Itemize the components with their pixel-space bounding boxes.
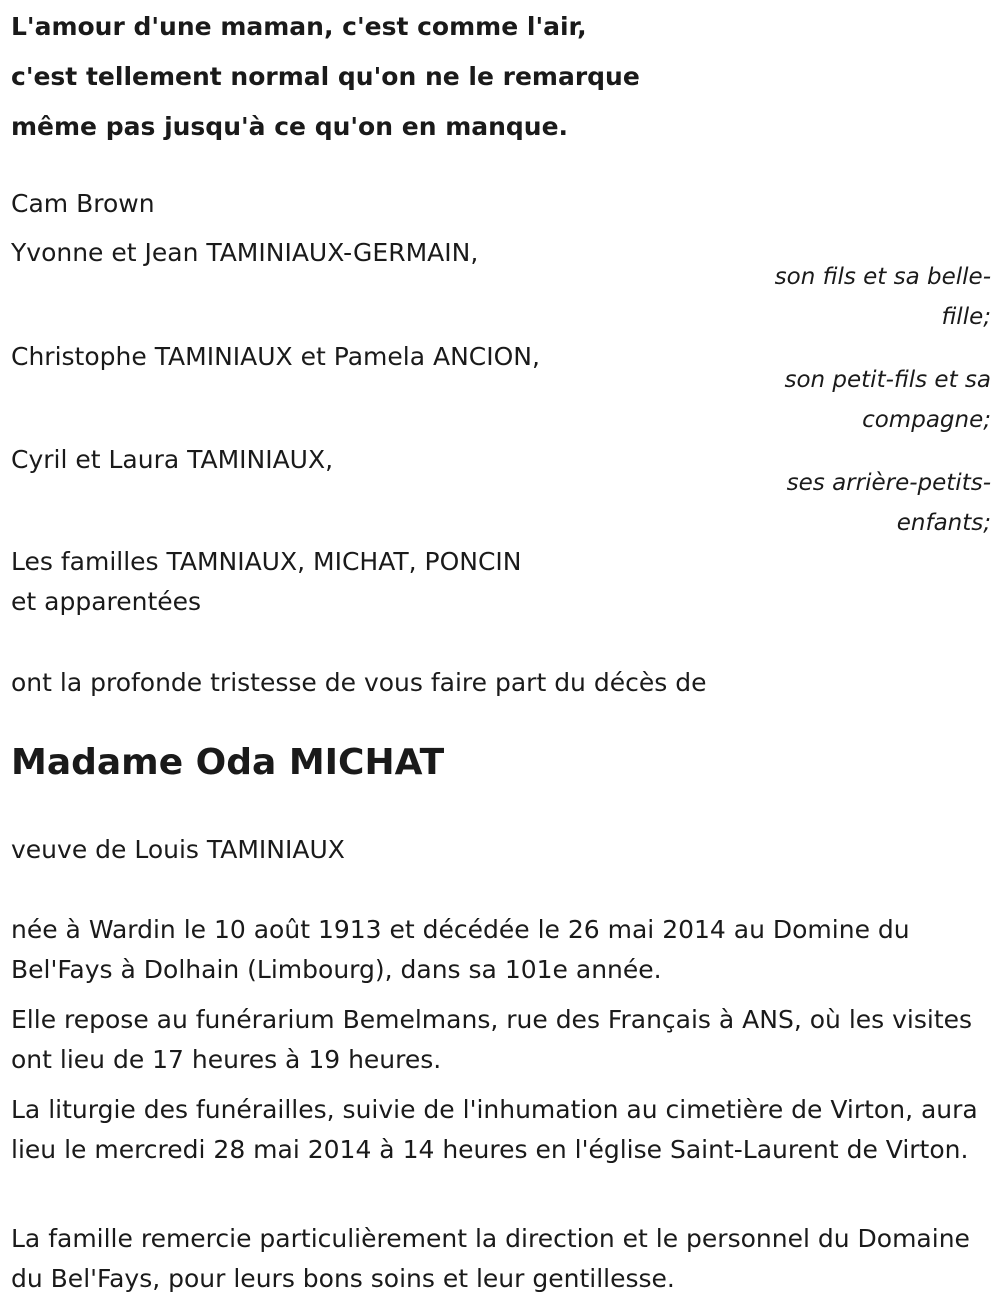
family-member-name: Christophe TAMINIAUX et Pamela ANCION, [11,342,540,371]
family-member-role: son fils et sa belle-fille; [774,264,991,330]
family-member-name: Cam Brown [11,189,155,218]
deceased-name: Madame Oda MICHAT [11,742,445,783]
birth-death-paragraph: née à Wardin le 10 août 1913 et décédée le 26 mai 2014 au Domine du Bel'Fays à Dolhain (Limbourg), dans sa 101e année. [11,915,910,984]
family-member-role: ses arrière-petits-enfants; [786,470,991,536]
family-member-name: et apparentées [11,587,202,616]
family-member-role: son petit-fils et sa compagne; [784,367,991,433]
funeral-paragraph: La liturgie des funérailles, suivie de l'inhumation au cimetière de Virton, aura lieu le mercredi 28 mai 2014 à 14 heures en l'église Saint-Laurent de Virton. [11,1095,978,1164]
announcement-text: ont la profonde tristesse de vous faire part du décès de [11,668,707,697]
visitation-paragraph: Elle repose au funérarium Bemelmans, rue des Français à ANS, où les visites ont lieu de 17 heures à 19 heures. [11,1005,973,1074]
poem-line-2: c'est tellement normal qu'on ne le remarque [11,62,640,91]
widow-of-text: veuve de Louis TAMINIAUX [11,835,345,864]
family-member-name: Les familles TAMNIAUX, MICHAT, PONCIN [11,547,522,576]
poem-line-3: même pas jusqu'à ce qu'on en manque. [11,112,569,141]
family-member-name: Cyril et Laura TAMINIAUX, [11,445,334,474]
family-member-name: Yvonne et Jean TAMINIAUX-GERMAIN, [11,238,479,267]
thanks-paragraph: La famille remercie particulièrement la direction et le personnel du Domaine du Bel'Fays, pour leurs bons soins et leur gentillesse. [11,1224,970,1293]
poem-line-1: L'amour d'une maman, c'est comme l'air, [11,12,587,41]
